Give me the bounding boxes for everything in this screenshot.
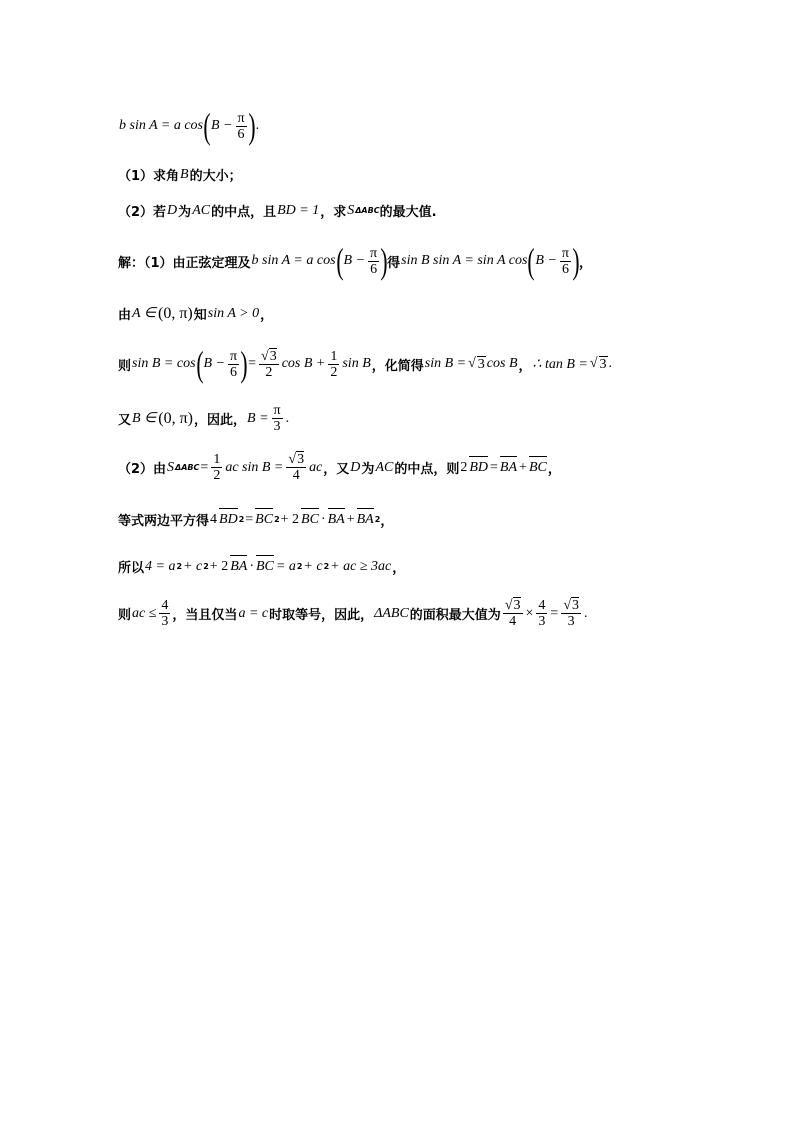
- solution-1-line-1: 解：（1）由正弦定理及 b sin A = a cos ( B − $\frac{\pi}{6}$ ) 得 sin B sin A = sin A cos ( B − $\frac{\pi}{6}$ ) ，: [118, 241, 593, 281]
- fraction: $\frac{\pi}{6}$: [370, 245, 378, 277]
- solution-2-line-2: 等式两边平方得 4 BD 2 = BC 2 + 2 BC · BA + BA 2 ，: [118, 511, 394, 529]
- fraction: $\frac{√3}{3}$: [563, 598, 579, 629]
- fraction: $\frac{√3}{2}$: [261, 348, 277, 380]
- problem-condition-line: b sin A = a cos ( B − $\frac{\pi}{6}$ ) .: [119, 106, 260, 146]
- solution-2-line-1: （2）由 S ΔABC = $\frac{1}{2}$ ac sin B = $\frac{√3}{4}$ ac ，又 D 为 AC 的中点，则 2 BD = BA + BC ，: [118, 452, 561, 483]
- fraction: $\frac{4}{3}$: [161, 598, 169, 629]
- fraction: $\frac{√3}{4}$: [288, 452, 305, 483]
- fraction: $\frac{1}{2}$: [213, 452, 221, 483]
- question-2: （2）若 D 为 AC 的中点，且 BD = 1 ，求 S ΔABC 的最大值.: [118, 202, 437, 220]
- solution-1-line-3: 则 sin B = cos ( B − $\frac{\pi}{6}$ ) = $\frac{√3}{2}$ cos B + $\frac{1}{2}$ sin B ，化简得 sin B = √ 3 cos B ， ∴ tan B = √ 3 .: [118, 344, 613, 384]
- fraction: $\frac{\pi}{6}$: [230, 348, 238, 380]
- fraction: $\frac{√3}{4}$: [504, 598, 521, 629]
- fraction: $\frac{\pi}{6}$: [237, 110, 245, 142]
- question-1: （1）求角 B 的大小；: [118, 166, 242, 184]
- solution-1-line-2: 由 A ∈ (0, π) 知 sin A > 0 ，: [118, 304, 274, 323]
- solution-1-line-4: 又 B ∈ (0, π) ，因此， B = $\frac{\pi}{3}$ .: [118, 403, 290, 434]
- fraction: $\frac{\pi}{6}$: [561, 245, 569, 277]
- fraction: $\frac{4}{3}$: [538, 598, 546, 629]
- fraction: $\frac{1}{2}$: [330, 348, 338, 380]
- solution-2-line-3: 所以 4 = a 2 + c 2 + 2 BA · BC = a 2 + c 2 + ac ≥ 3ac ，: [118, 558, 406, 576]
- fraction: $\frac{\pi}{3}$: [273, 403, 281, 434]
- solution-2-line-4: 则 ac ≤ $\frac{4}{3}$ ，当且仅当 a = c 时取等号，因此， ΔABC 的面积最大值为 $\frac{√3}{4}$ × $\frac{4}{3}$ = $\frac{√3}{3}$ .: [118, 598, 588, 629]
